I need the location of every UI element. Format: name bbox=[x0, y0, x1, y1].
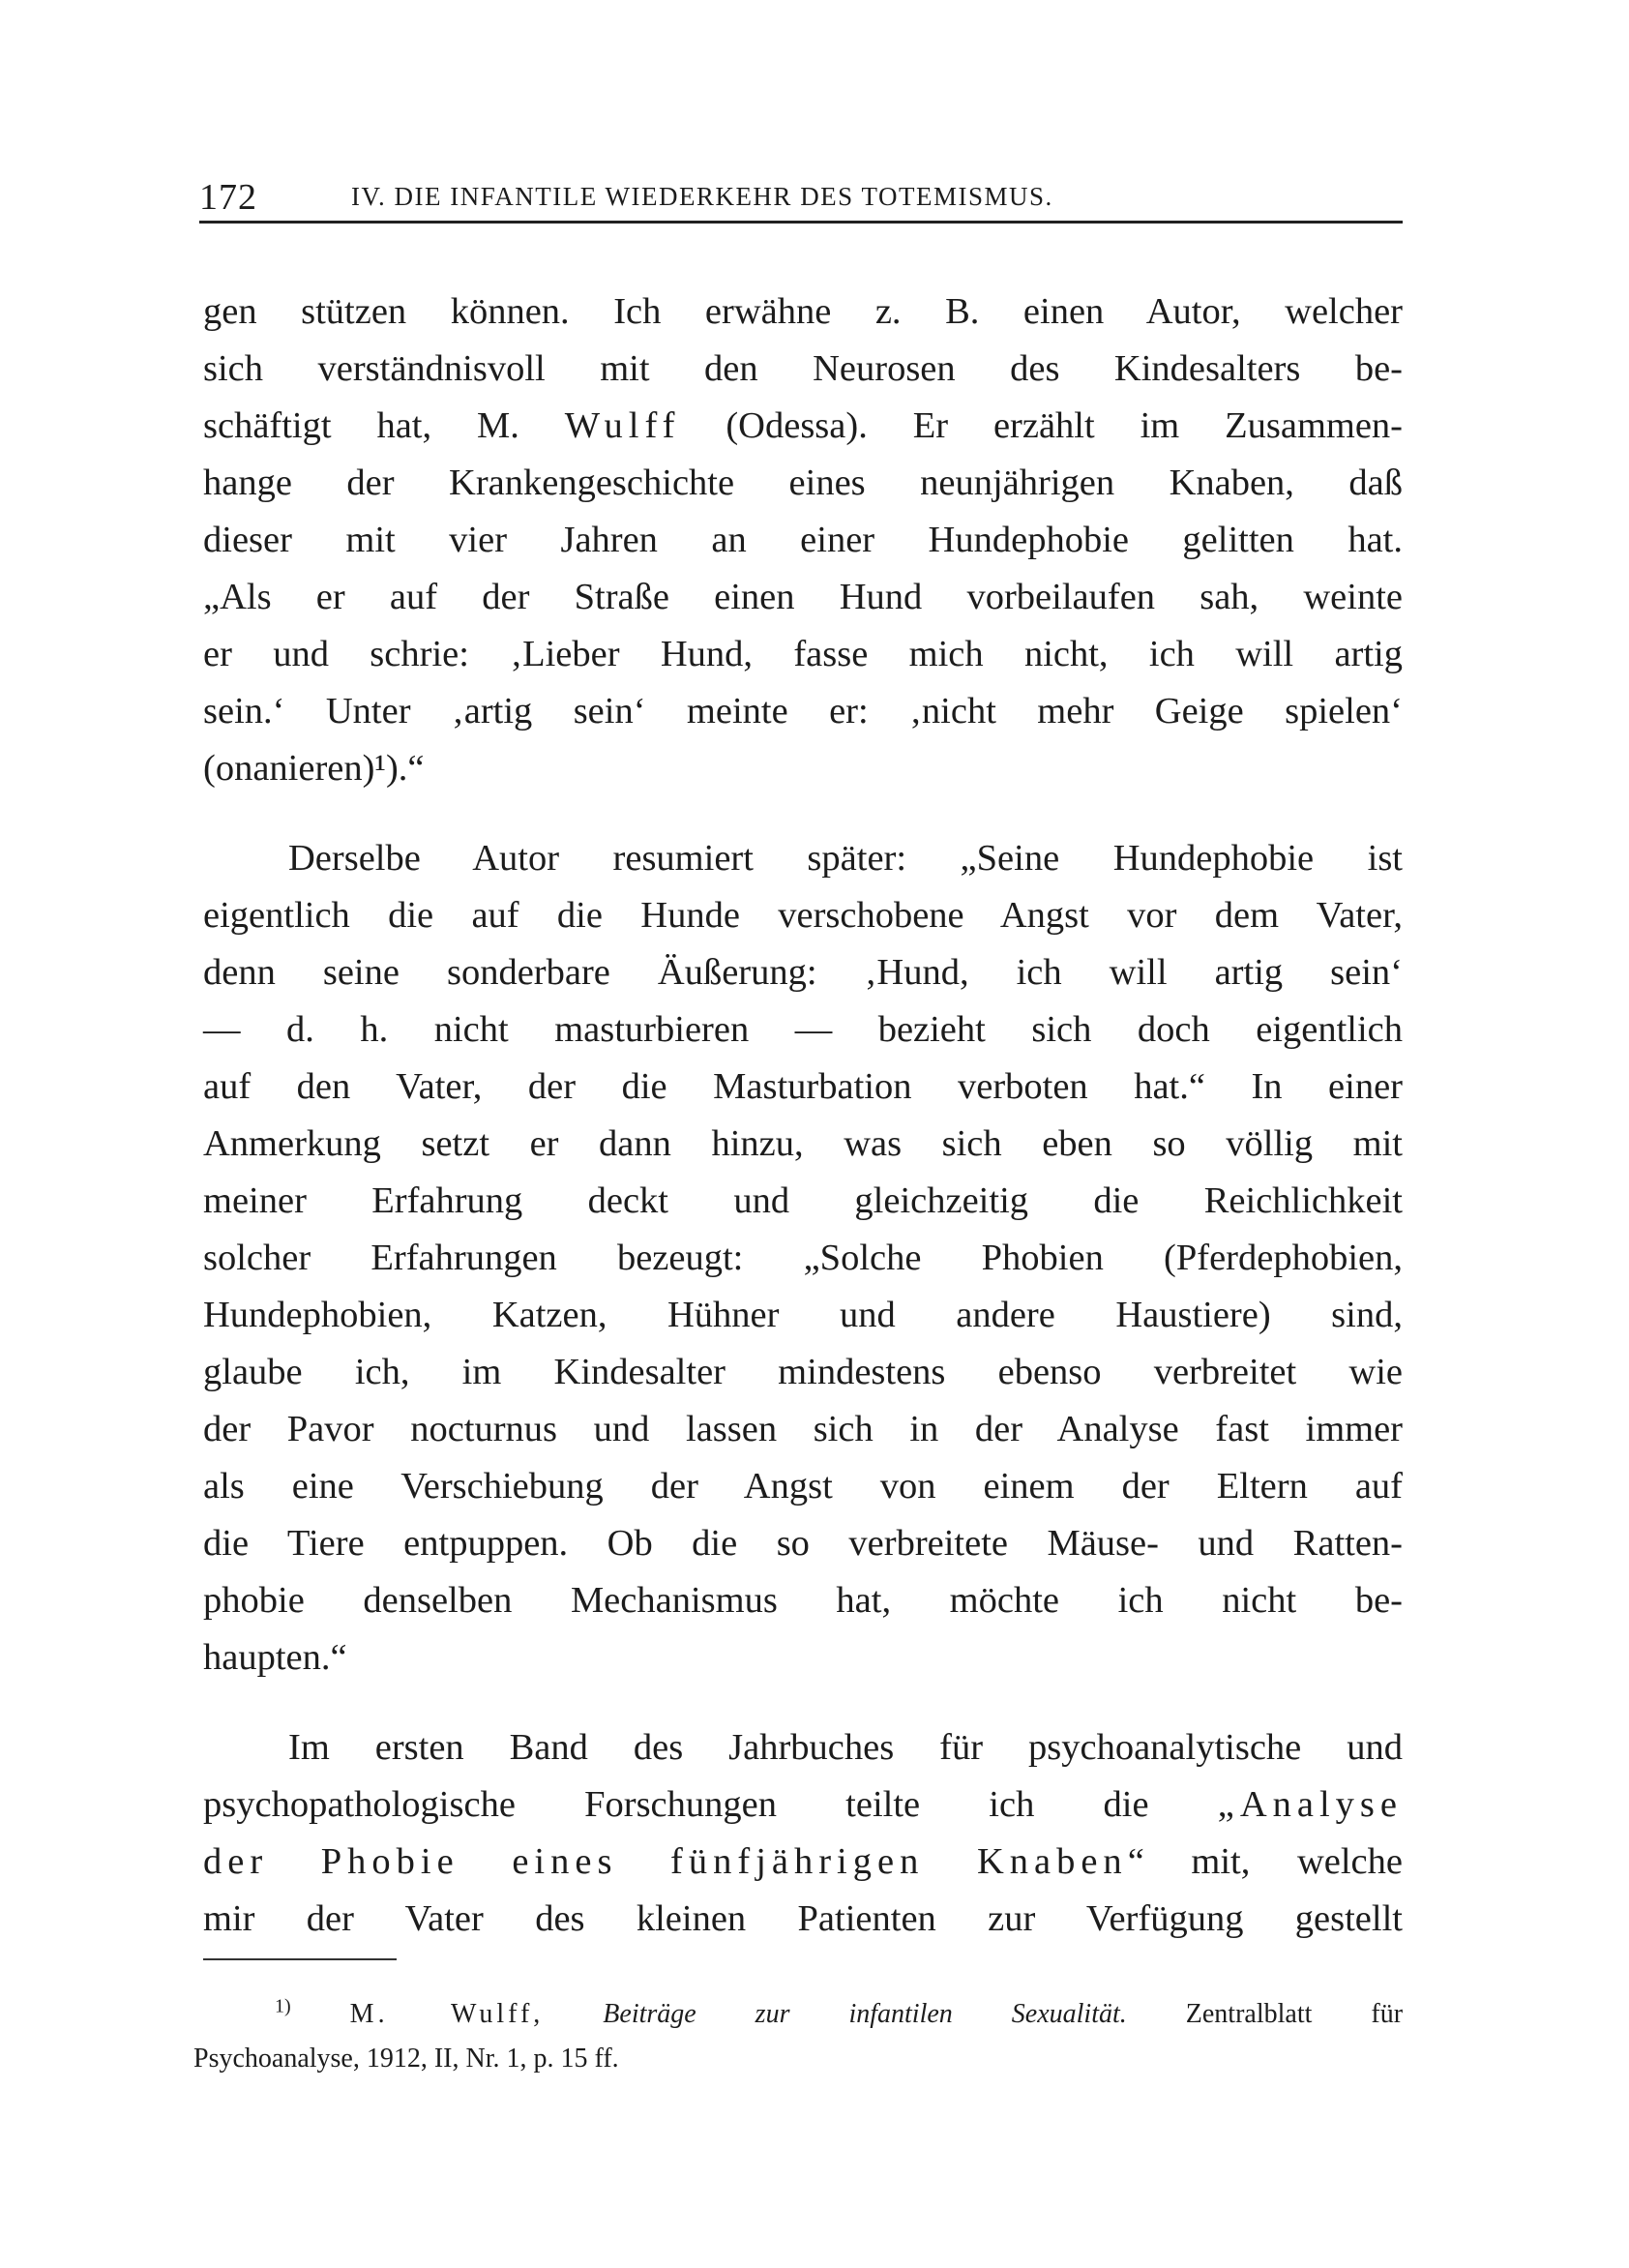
text-line: sich verständnisvoll mit den Neurosen des Kindesalters be- bbox=[203, 348, 1403, 389]
text-span: “ mit, welche bbox=[1127, 1841, 1403, 1882]
text-span: psychopathologische Forschungen teilte ich die bbox=[203, 1784, 1218, 1825]
text-line: die Tiere entpuppen. Ob die so verbreitete Mäuse- und Ratten- bbox=[203, 1523, 1403, 1564]
text-line bbox=[203, 1834, 1403, 1890]
spaced-title: „Analyse bbox=[1217, 1784, 1403, 1825]
text-line: Anmerkung setzt er dann hinzu, was sich eben so völlig mit bbox=[203, 1123, 1403, 1164]
text-line: denn seine sonderbare Äußerung: ‚Hund, ich will artig sein‘ bbox=[203, 952, 1403, 993]
footnote-line: Psychoanalyse, 1912, II, Nr. 1, p. 15 ff. bbox=[193, 2044, 619, 2074]
text-line: mir der Vater des kleinen Patienten zur Verfügung gestellt bbox=[203, 1898, 1403, 1939]
text-line bbox=[203, 1776, 1403, 1833]
author-name: Wulff bbox=[564, 405, 681, 446]
footnote-author: M. Wulff, bbox=[349, 1999, 545, 2029]
text-line: Im ersten Band des Jahrbuches für psychoanalytische und bbox=[288, 1727, 1403, 1768]
text-line: glaube ich, im Kindesalter mindestens ebenso verbreitet wie bbox=[203, 1352, 1403, 1392]
text-line: auf den Vater, der die Masturbation verboten hat.“ In einer bbox=[203, 1066, 1403, 1107]
text-line: meiner Erfahrung deckt und gleichzeitig die Reichlichkeit bbox=[203, 1180, 1403, 1221]
text-line: gen stützen können. Ich erwähne z. B. einen Autor, welcher bbox=[203, 291, 1403, 332]
running-head: IV. DIE INFANTILE WIEDERKEHR DES TOTEMISMUS. bbox=[351, 182, 1053, 211]
text-span: (Odessa). Er erzählt im Zusammen- bbox=[680, 405, 1403, 446]
text-line: solcher Erfahrungen bezeugt: „Solche Phobien (Pferdephobien, bbox=[203, 1238, 1403, 1278]
page-header bbox=[199, 172, 1403, 224]
text-line: Derselbe Autor resumiert später: „Seine Hundephobie ist bbox=[288, 838, 1403, 879]
text-line: der Pavor nocturnus und lassen sich in der Analyse fast immer bbox=[203, 1409, 1403, 1449]
footnote-journal: Zentralblatt für bbox=[1185, 1999, 1404, 2029]
footnote-marker: 1) bbox=[275, 1995, 291, 2017]
spaced-title: der Phobie eines fünfjährigen Knaben bbox=[203, 1841, 1128, 1882]
text-span: schäftigt hat, M. bbox=[203, 405, 565, 446]
page-number: 172 bbox=[199, 177, 257, 218]
text-line: als eine Verschiebung der Angst von einem der Eltern auf bbox=[203, 1466, 1403, 1507]
text-line: „Als er auf der Straße einen Hund vorbeilaufen sah, weinte bbox=[203, 577, 1403, 617]
text-line: hange der Krankengeschichte eines neunjährigen Knaben, daß bbox=[203, 463, 1403, 503]
text-line: dieser mit vier Jahren an einer Hundephobie gelitten hat. bbox=[203, 520, 1403, 560]
text-line bbox=[203, 398, 1403, 454]
text-line: eigentlich die auf die Hunde verschobene Angst vor dem Vater, bbox=[203, 895, 1403, 936]
text-line: phobie denselben Mechanismus hat, möchte ich nicht be- bbox=[203, 1580, 1403, 1621]
text-line: (onanieren)¹).“ bbox=[203, 748, 425, 789]
text-line: sein.‘ Unter ‚artig sein‘ meinte er: ‚nicht mehr Geige spielen‘ bbox=[203, 691, 1403, 731]
footnote-line bbox=[275, 1993, 1403, 2036]
text-line: er und schrie: ‚Lieber Hund, fasse mich nicht, ich will artig bbox=[203, 634, 1403, 674]
text-line: haupten.“ bbox=[203, 1637, 347, 1678]
footnote-divider bbox=[203, 1958, 397, 1960]
text-line: Hundephobien, Katzen, Hühner und andere Haustiere) sind, bbox=[203, 1295, 1403, 1335]
text-line: — d. h. nicht masturbieren — bezieht sich doch eigentlich bbox=[203, 1009, 1403, 1050]
footnote-title: Beiträge zur infantilen Sexualität. bbox=[603, 1999, 1127, 2029]
